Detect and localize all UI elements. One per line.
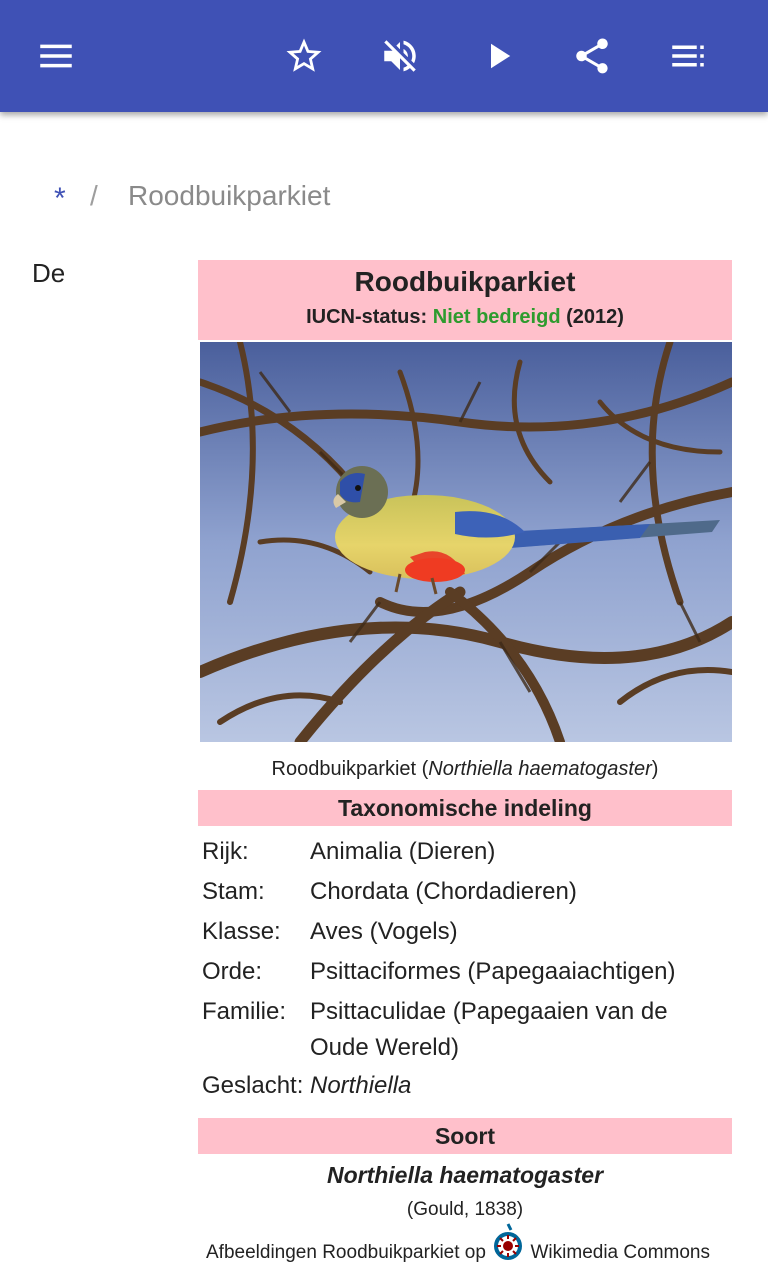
taxonomy-row [198,832,732,872]
share-icon [571,35,613,77]
taxonomy-table [198,832,732,1106]
app-toolbar [0,0,768,112]
species-photo[interactable] [200,342,732,742]
menu-button[interactable] [24,24,88,88]
bookmark-button[interactable] [272,24,336,88]
wikimedia-commons-icon [491,1222,525,1262]
commons-link-line [206,1222,710,1264]
taxonomy-value[interactable]: Chordata (Chordadieren) [310,878,577,905]
menu-icon [35,35,77,77]
species-author: (Gould, 1838) [406,1199,524,1220]
taxonomy-row [198,952,732,992]
infobox-header [198,260,732,340]
iucn-status-label: IUCN-status: [306,306,428,328]
photo-caption [198,758,732,788]
commons-prefix: Afbeeldingen Roodbuikparkiet op [206,1242,486,1263]
taxonomy-row [198,992,732,1066]
taxonomy-label: Orde: [202,958,263,985]
species-header: Soort [198,1118,732,1154]
mute-button[interactable] [368,24,432,88]
taxonomy-label: Klasse: [202,918,281,945]
taxonomy-value[interactable]: Aves (Vogels) [310,918,458,945]
caption-suffix: ) [651,758,659,780]
iucn-status [198,306,732,329]
taxonomy-value[interactable]: Psittaciformes (Papegaaiachtigen) [310,958,676,985]
infobox-title: Roodbuikparkiet [354,266,576,297]
share-button[interactable] [560,24,624,88]
species-scientific-name: Northiella haematogaster [326,1162,604,1188]
breadcrumb-separator: / [90,180,98,211]
taxonomy-row [198,912,732,952]
article-intro-text: De [32,258,66,288]
taxonomy-label: Rijk: [202,838,249,865]
breadcrumb-home-link[interactable]: * [54,182,66,215]
taxonomy-value[interactable]: Northiella [310,1072,412,1099]
volume-off-icon [379,35,421,77]
iucn-status-year: (2012) [566,306,624,328]
commons-link[interactable]: Wikimedia Commons [530,1242,710,1263]
play-button[interactable] [466,24,530,88]
taxonomy-value[interactable]: Psittaculidae (Papegaaien van de Oude Wereld) [310,998,668,1061]
toc-list-icon [667,35,709,77]
caption-scientific-name: Northiella haematogaster [428,758,652,780]
taxonomy-row [198,1066,732,1106]
play-icon [477,35,519,77]
taxonomy-value[interactable]: Animalia (Dieren) [310,838,496,865]
infobox [198,260,732,1221]
iucn-status-value[interactable]: Niet bedreigd [432,306,561,328]
taxonomy-label: Stam: [202,878,265,905]
contents-button[interactable] [656,24,720,88]
star-outline-icon [283,35,325,77]
breadcrumb [0,176,768,220]
breadcrumb-current: Roodbuikparkiet [128,180,331,211]
taxonomy-label: Geslacht: [202,1072,304,1099]
caption-prefix: Roodbuikparkiet ( [271,758,429,780]
taxonomy-label: Familie: [202,998,287,1025]
parrot-photo-illustration [200,342,732,742]
taxonomy-header: Taxonomische indeling [198,790,732,826]
taxonomy-row [198,872,732,912]
